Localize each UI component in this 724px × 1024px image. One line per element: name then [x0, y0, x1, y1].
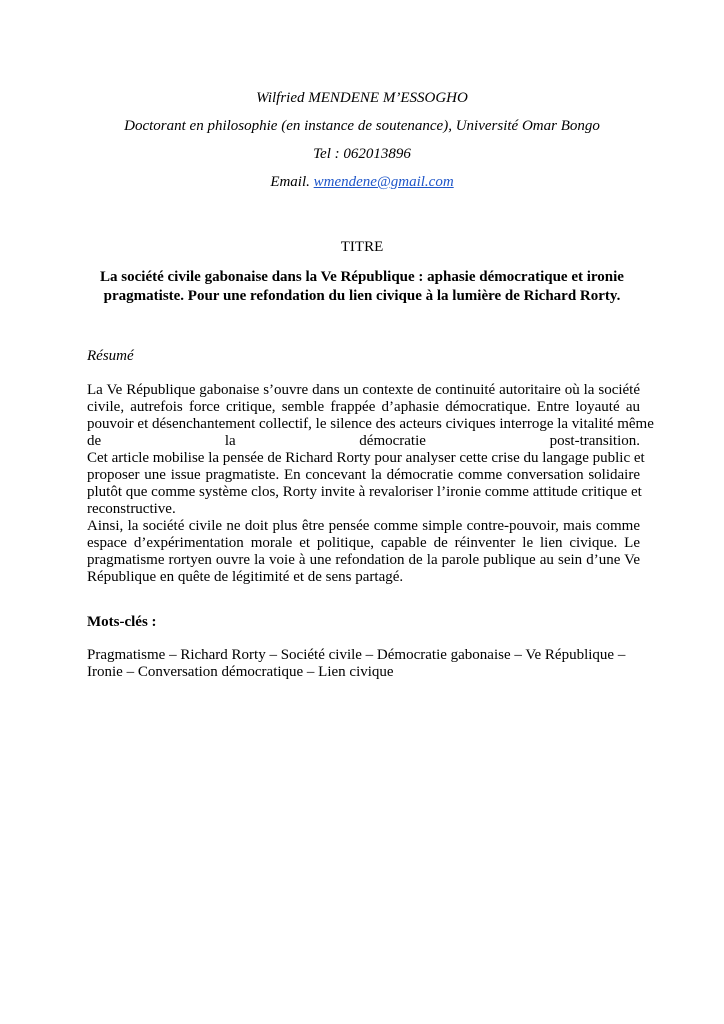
abstract-line: pouvoir et désenchantement collectif, le silence des acteurs civiques interroge la vitalité même: [87, 416, 654, 432]
abstract-line: pragmatisme rortyen ouvre la voie à une refondation de la parole publique au sein d’une Ve: [87, 552, 640, 568]
abstract-line: de la démocratie post-transition.: [87, 433, 640, 449]
abstract-line: espace d’expérimentation morale et politique, capable de réinventer le lien civique. Le: [87, 535, 640, 551]
email-label: Email.: [270, 174, 314, 190]
abstract-line: République en quête de légitimité et de sens partagé.: [87, 569, 404, 585]
abstract-line: La Ve République gabonaise s’ouvre dans un contexte de continuité autoritaire où la société: [87, 382, 640, 398]
keywords-heading: Mots-clés :: [87, 614, 157, 630]
abstract-line: civile, autrefois force critique, semble frappée d’aphasie démocratique. Entre loyauté au: [87, 399, 640, 415]
abstract-line: plutôt que comme système clos, Rorty invite à revaloriser l’ironie comme attitude critique et: [87, 484, 642, 500]
abstract-line: reconstructive.: [87, 501, 176, 517]
keywords-list: [87, 647, 640, 681]
abstract-line: proposer une issue pragmatiste. En concevant la démocratie comme conversation solidaire: [87, 467, 640, 483]
article-title-line: La société civile gabonaise dans la Ve République : aphasie démocratique et ironie: [100, 269, 624, 285]
author-email-line: [0, 173, 724, 191]
abstract-line: Ainsi, la société civile ne doit plus être pensée comme simple contre-pouvoir, mais comme: [87, 518, 640, 534]
resume-heading: Résumé: [87, 348, 134, 364]
abstract-body: [87, 382, 654, 586]
author-affiliation: Doctorant en philosophie (en instance de soutenance), Université Omar Bongo: [124, 118, 600, 134]
keywords-line: Pragmatisme – Richard Rorty – Société civile – Démocratie gabonaise – Ve République –: [87, 647, 626, 663]
titre-label: TITRE: [340, 239, 384, 255]
article-title: [86, 268, 638, 306]
author-phone: Tel : 062013896: [313, 146, 411, 162]
email-link[interactable]: wmendene@gmail.com: [313, 174, 454, 190]
keywords-line: Ironie – Conversation démocratique – Lien civique: [87, 664, 394, 680]
abstract-line: Cet article mobilise la pensée de Richard Rorty pour analyser cette crise du langage public et: [87, 450, 645, 466]
author-name: Wilfried MENDENE M’ESSOGHO: [256, 90, 468, 106]
article-title-line: pragmatiste. Pour une refondation du lien civique à la lumière de Richard Rorty.: [103, 288, 621, 304]
